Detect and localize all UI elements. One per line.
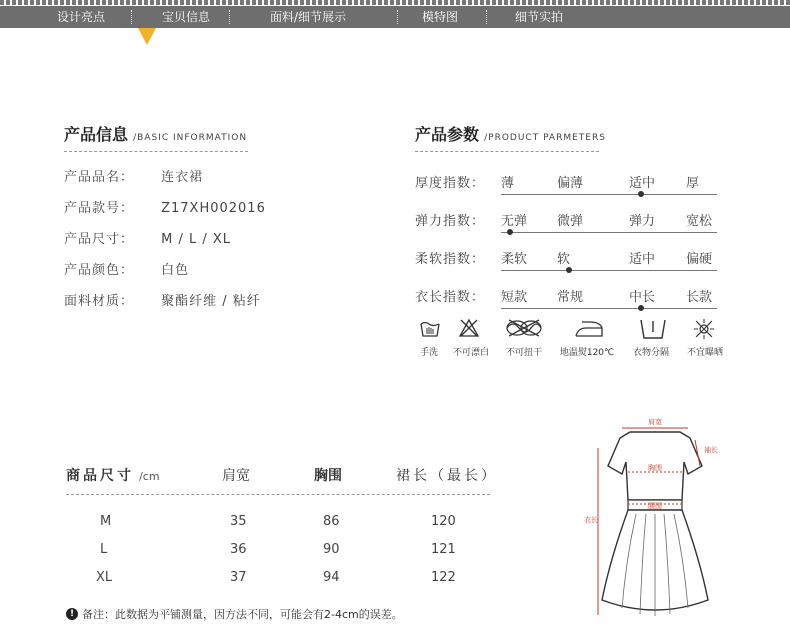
- nav-item-detail[interactable]: 细节实拍: [515, 10, 564, 24]
- col-header-shoulder: 肩宽: [222, 468, 250, 484]
- table-cell: L: [100, 542, 108, 557]
- table-cell: M: [100, 514, 112, 529]
- no-bleach-icon: [458, 318, 480, 338]
- col-header-length: 裙长（最长）: [396, 468, 498, 484]
- param-scale-line: [501, 308, 717, 309]
- table-cell: 90: [323, 542, 340, 557]
- nav-separator: [397, 10, 398, 24]
- param-option: 短款: [501, 290, 528, 305]
- divider: [415, 151, 599, 152]
- param-row: [415, 286, 735, 316]
- care-label: 衣物分隔: [632, 348, 669, 358]
- diagram-label-chest: 胸围: [648, 464, 662, 472]
- basic-info-header: [64, 122, 247, 145]
- param-indicator-dot: [566, 267, 572, 273]
- info-value: 聚酯纤维 / 粘纤: [161, 294, 261, 309]
- table-cell: 120: [431, 514, 456, 529]
- params-header: [415, 122, 606, 145]
- param-indicator-dot: [638, 305, 644, 311]
- col-header-chest: 胸围: [314, 468, 342, 484]
- care-label: 地温熨120℃: [559, 348, 615, 358]
- list-item: [64, 259, 364, 290]
- param-scale-line: [501, 194, 717, 195]
- table-cell: 94: [323, 570, 340, 585]
- size-table-body: [66, 514, 490, 598]
- list-item: [64, 166, 364, 197]
- dress-measurement-diagram: [580, 410, 730, 630]
- info-label: 产品尺寸：: [64, 232, 135, 247]
- list-item: [64, 228, 364, 259]
- param-option: 适中: [629, 252, 656, 267]
- params-subtitle: /PRODUCT PARMETERS: [484, 133, 606, 143]
- care-label: 手洗: [419, 348, 438, 358]
- basic-info-subtitle: /BASIC INFORMATION: [133, 133, 248, 143]
- info-label: 产品品名：: [64, 170, 135, 185]
- nav-item-model[interactable]: 模特图: [422, 10, 459, 24]
- care-label: 不可漂白: [452, 348, 489, 358]
- warning-icon: !: [66, 608, 78, 620]
- list-item: [64, 290, 364, 321]
- nav-item-design[interactable]: 设计亮点: [57, 10, 106, 24]
- diagram-label-shoulder: 肩宽: [648, 418, 662, 426]
- param-option: 偏硬: [686, 252, 713, 267]
- param-option: 长款: [686, 290, 713, 305]
- divider: [64, 151, 248, 152]
- table-row: [66, 542, 490, 570]
- nav-item-product-info[interactable]: 宝贝信息: [162, 10, 211, 24]
- size-note: [66, 606, 403, 622]
- param-label: 衣长指数：: [415, 290, 486, 305]
- list-item: [64, 197, 364, 228]
- param-option: 无弹: [501, 214, 528, 229]
- table-cell: XL: [96, 570, 113, 585]
- table-cell: 86: [323, 514, 340, 529]
- param-option: 宽松: [686, 214, 713, 229]
- param-option: 微弹: [557, 214, 584, 229]
- divider: [66, 494, 490, 495]
- param-label: 柔软指数：: [415, 252, 486, 267]
- param-option: 常规: [557, 290, 584, 305]
- param-indicator-dot: [507, 229, 513, 235]
- param-option: 软: [557, 252, 571, 267]
- basic-info-title: 产品信息: [64, 125, 129, 144]
- info-label: 面料材质：: [64, 294, 135, 309]
- top-nav-bar: [0, 6, 790, 28]
- size-unit: /cm: [139, 470, 160, 483]
- info-label: 产品颜色：: [64, 263, 135, 278]
- info-value: Z17XH002016: [161, 201, 266, 216]
- param-scale-line: [501, 232, 717, 233]
- info-label: 产品款号：: [64, 201, 135, 216]
- wash-separately-icon: [638, 318, 668, 340]
- table-cell: 121: [431, 542, 456, 557]
- param-label: 厚度指数：: [415, 176, 486, 191]
- param-scale-line: [501, 270, 717, 271]
- note-text: 备注：此数据为平铺测量，因方法不同，可能会有2-4cm的误差。: [82, 608, 403, 621]
- diagram-label-waist: 腰围: [648, 502, 662, 510]
- diagram-label-length: 衣长: [584, 516, 598, 524]
- param-label: 弹力指数：: [415, 214, 486, 229]
- param-option: 偏薄: [557, 176, 584, 191]
- info-value: 连衣裙: [161, 170, 204, 185]
- param-row: [415, 172, 735, 202]
- table-row: [66, 570, 490, 598]
- active-tab-indicator: [138, 28, 156, 45]
- param-row: [415, 248, 735, 278]
- no-sun-icon: [693, 318, 715, 340]
- param-option: 薄: [501, 176, 515, 191]
- table-cell: 35: [230, 514, 247, 529]
- param-option: 厚: [686, 176, 700, 191]
- info-value: M / L / XL: [161, 232, 231, 247]
- decorative-chain-border: [0, 0, 790, 5]
- table-cell: 122: [431, 570, 456, 585]
- nav-separator: [131, 10, 132, 24]
- care-label: 不可扭干: [505, 348, 542, 358]
- nav-item-fabric[interactable]: 面料/细节展示: [270, 10, 347, 24]
- basic-info-list: [64, 166, 364, 321]
- param-option: 适中: [629, 176, 656, 191]
- size-table-header-title: [66, 465, 160, 485]
- hand-wash-icon: [419, 318, 441, 338]
- nav-separator: [229, 10, 230, 24]
- table-cell: 37: [230, 570, 247, 585]
- diagram-label-sleeve: 袖长: [704, 446, 718, 454]
- param-option: 柔软: [501, 252, 528, 267]
- size-header-label: 商品尺寸: [66, 468, 134, 484]
- care-label: 不宜曝晒: [686, 348, 723, 358]
- param-row: [415, 210, 735, 240]
- no-wring-icon: [503, 318, 545, 338]
- params-title: 产品参数: [415, 125, 480, 144]
- nav-separator: [486, 10, 487, 24]
- table-row: [66, 514, 490, 542]
- table-cell: 36: [230, 542, 247, 557]
- param-option: 弹力: [629, 214, 656, 229]
- param-indicator-dot: [638, 191, 644, 197]
- param-option: 中长: [629, 290, 656, 305]
- info-value: 白色: [161, 263, 190, 278]
- low-iron-icon: [572, 318, 606, 338]
